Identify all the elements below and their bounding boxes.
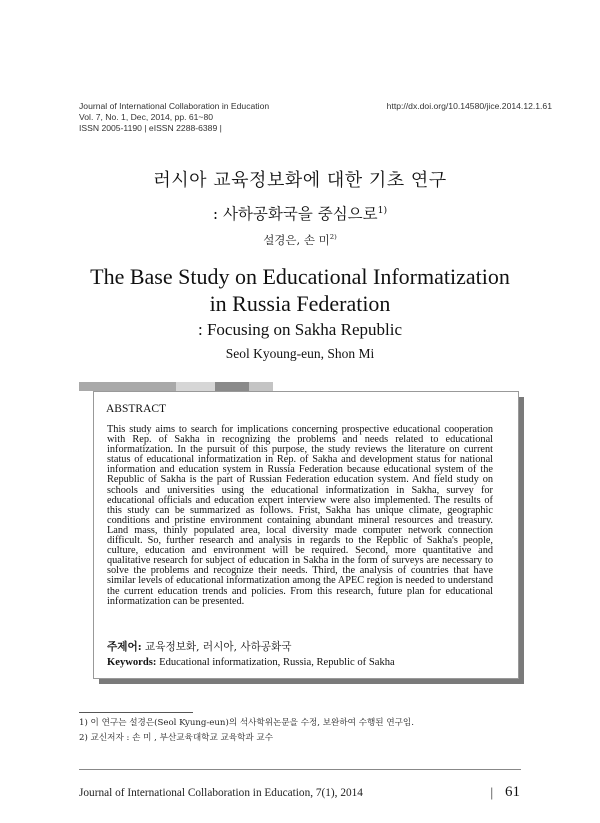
english-title-line2: in Russia Federation [209,291,391,316]
korean-keywords-values: 교육정보화, 러시아, 사하공화국 [145,641,292,653]
issn-info: ISSN 2005-1190 | eISSN 2288-6389 | [79,123,222,133]
korean-title: 러시아 교육정보화에 대한 기초 연구 [153,170,447,191]
decorative-bar [176,382,215,391]
english-keywords [107,657,395,668]
page-number: 61 [505,784,520,800]
english-subtitle: : Focusing on Sakha Republic [198,320,402,339]
abstract-heading: ABSTRACT [106,403,167,415]
volume-info: Vol. 7, No. 1, Dec, 2014, pp. 61~80 [79,112,214,122]
footer-separator: | [490,785,494,800]
english-title-line1: The Base Study on Educational Informatization [90,264,510,289]
footer-rule [79,769,521,770]
decorative-bar [79,382,176,391]
korean-subtitle [0,202,600,224]
journal-header [79,101,269,134]
korean-keywords [107,639,292,654]
doi-link[interactable]: http://dx.doi.org/10.14580/jice.2014.12.1.61 [386,101,552,111]
korean-keywords-label: 주제어: [107,641,142,653]
footnote-rule [79,712,193,713]
decorative-bar [215,382,249,391]
korean-subtitle-text: : 사하공화국을 중심으로 [212,205,378,223]
english-authors: Seol Kyoung-eun, Shon Mi [225,346,375,361]
footnote-ref-1[interactable]: 1) [377,204,388,216]
english-keywords-label: Keywords: [107,657,157,668]
korean-authors [0,232,600,248]
journal-name: Journal of International Collaboration in Education [79,101,270,111]
abstract-shadow-bottom [99,679,524,684]
footer-citation: Journal of International Collaboration in Education, 7(1), 2014 [79,787,363,799]
footnote-1: 1) 이 연구는 설경은(Seol Kyung-eun)의 석사학위논문을 수정, 보완하여 수행된 연구임. [79,718,414,728]
abstract-shadow-right [519,397,524,684]
footnote-ref-2[interactable]: 2) [329,233,337,242]
english-keywords-values: Educational informatization, Russia, Republic of Sakha [159,657,395,668]
korean-authors-text: 설경은, 손 미 [263,233,330,247]
decorative-bar [249,382,273,391]
footnote-2: 2) 교신저자 : 손 미 , 부산교육대학교 교육학과 교수 [79,733,274,743]
abstract-body: This study aims to search for implications concerning prospective educational cooperation with Rep. of Sakha in recognizing the problems and needs related to educational informatization. In the pursuit of this purpose, the study reviews the literature on current status of educational informatization in Rep. of Sakha and development status for national information and education system in Russia Federation because educational system of the Republic of Sakha is the part of Russian Federation education system. And field study on schools and universities using the educational informatization in Sakha, survey for educational officials and education expert interview were also implemented. The results of this study can be summarized as follows. Frist, Sakha has unique climate, geographic conditions and pristine environment containing abundant mineral resources and treasury. Land mass, thinly populated area, local diversity made computer network connection difficult. So, further research and analysis in regards to the Repblic of Sakha's people, culture, education and environment will be required. Second, more quantitative and qualitative research for subject of education in Sakha in the form of surveys are necessary to solve the problems and recognize their needs. Third, the analysis of countries that have similar levels of educational informatization among the APEC region is needed to understand the current education trends and policies. From this research, future plan for educational informatization can be presented. [107,424,493,607]
